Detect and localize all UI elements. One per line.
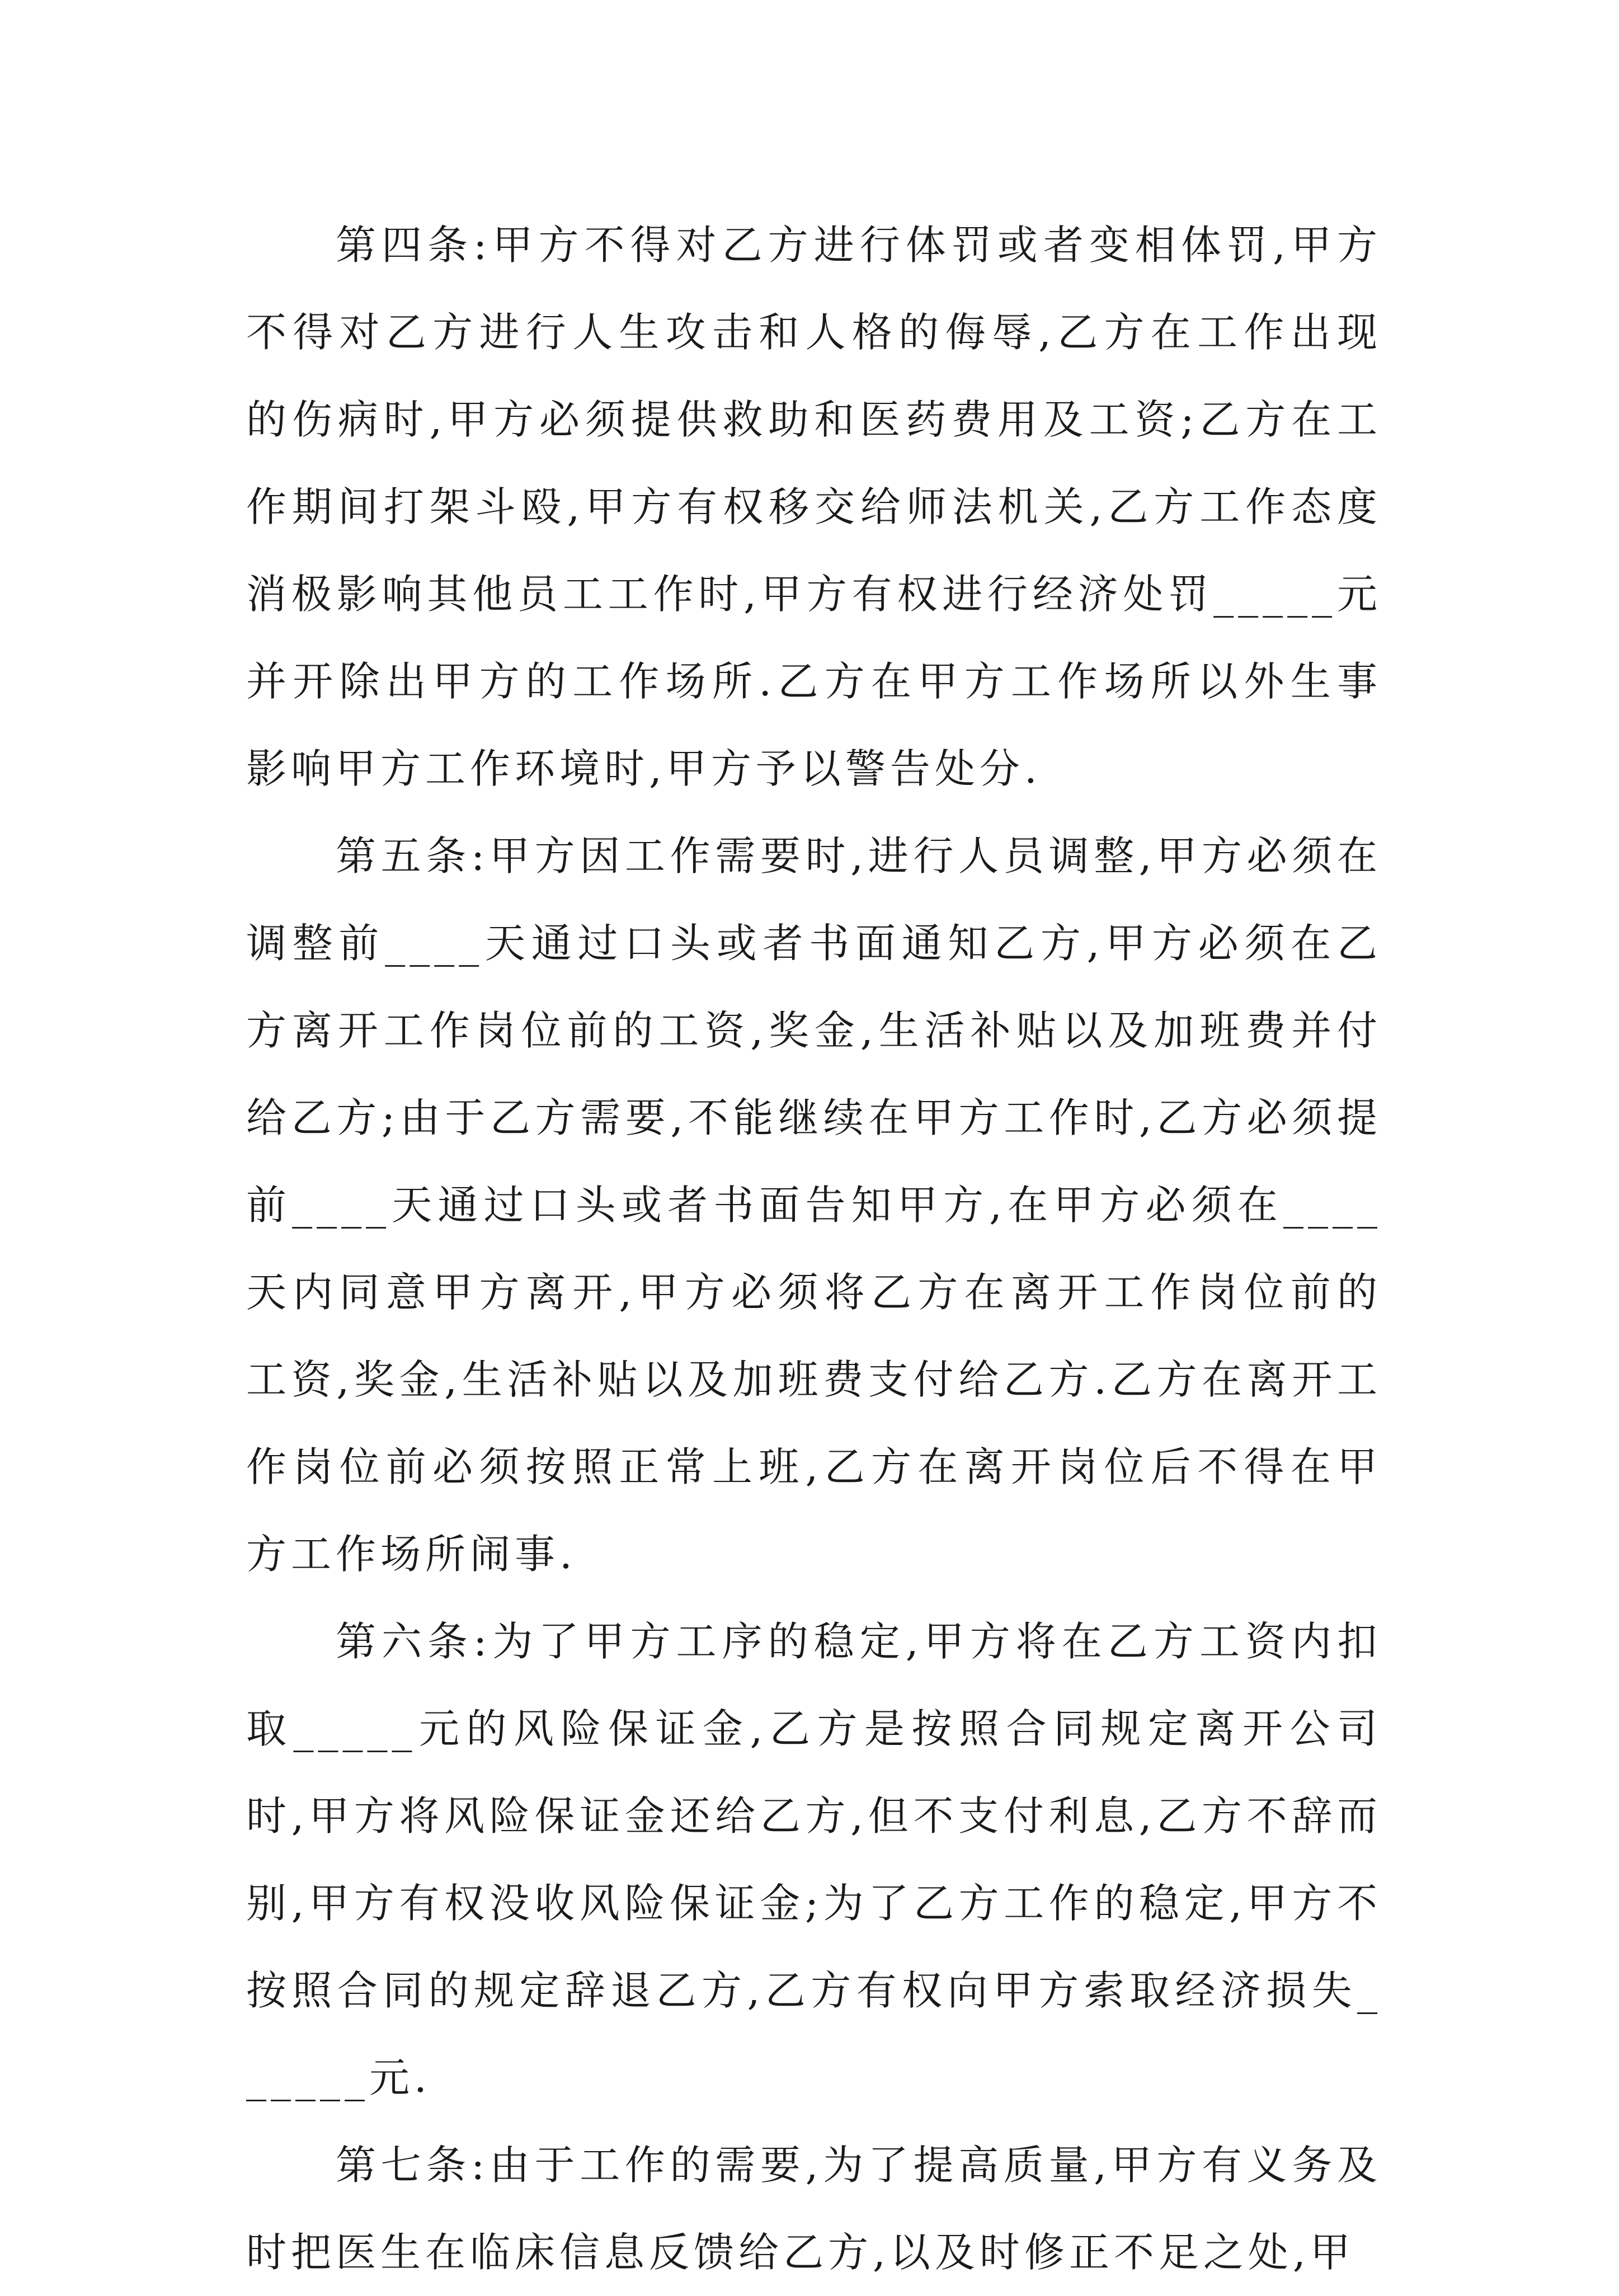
document-body <box>246 201 1382 2296</box>
article-4-paragraph: 第四条:甲方不得对乙方进行体罚或者变相体罚,甲方不得对乙方进行人生攻击和人格的侮辱,乙方在工作出现的伤病时,甲方必须提供救助和医药费用及工资;乙方在工作期间打架斗殴,甲方有权移交给师法机关,乙方工作态度消极影响其他员工工作时,甲方有权进行经济处罚_____元并开除出甲方的工作场所.乙方在甲方工作场所以外生事影响甲方工作环境时,甲方予以警告处分. <box>246 222 1382 792</box>
article-5-paragraph: 第五条:甲方因工作需要时,进行人员调整,甲方必须在调整前____天通过口头或者书面通知乙方,甲方必须在乙方离开工作岗位前的工资,奖金,生活补贴以及加班费并付给乙方;由于乙方需要,不能继续在甲方工作时,乙方必须提前____天通过口头或者书面告知甲方,在甲方必须在____天内同意甲方离开,甲方必须将乙方在离开工作岗位前的工资,奖金,生活补贴以及加班费支付给乙方.乙方在离开工作岗位前必须按照正常上班,乙方在离开岗位后不得在甲方工作场所闹事. <box>246 832 1382 1578</box>
article-7-paragraph: 第七条:由于工作的需要,为了提高质量,甲方有义务及时把医生在临床信息反馈给乙方,以及时修正不足之处,甲 <box>246 2142 1382 2276</box>
article-6-paragraph: 第六条:为了甲方工序的稳定,甲方将在乙方工资内扣取_____元的风险保证金,乙方是按照合同规定离开公司时,甲方将风险保证金还给乙方,但不支付利息,乙方不辞而别,甲方有权没收风险保证金;为了乙方工作的稳定,甲方不按照合同的规定辞退乙方,乙方有权向甲方索取经济损失______元. <box>246 1618 1382 2101</box>
